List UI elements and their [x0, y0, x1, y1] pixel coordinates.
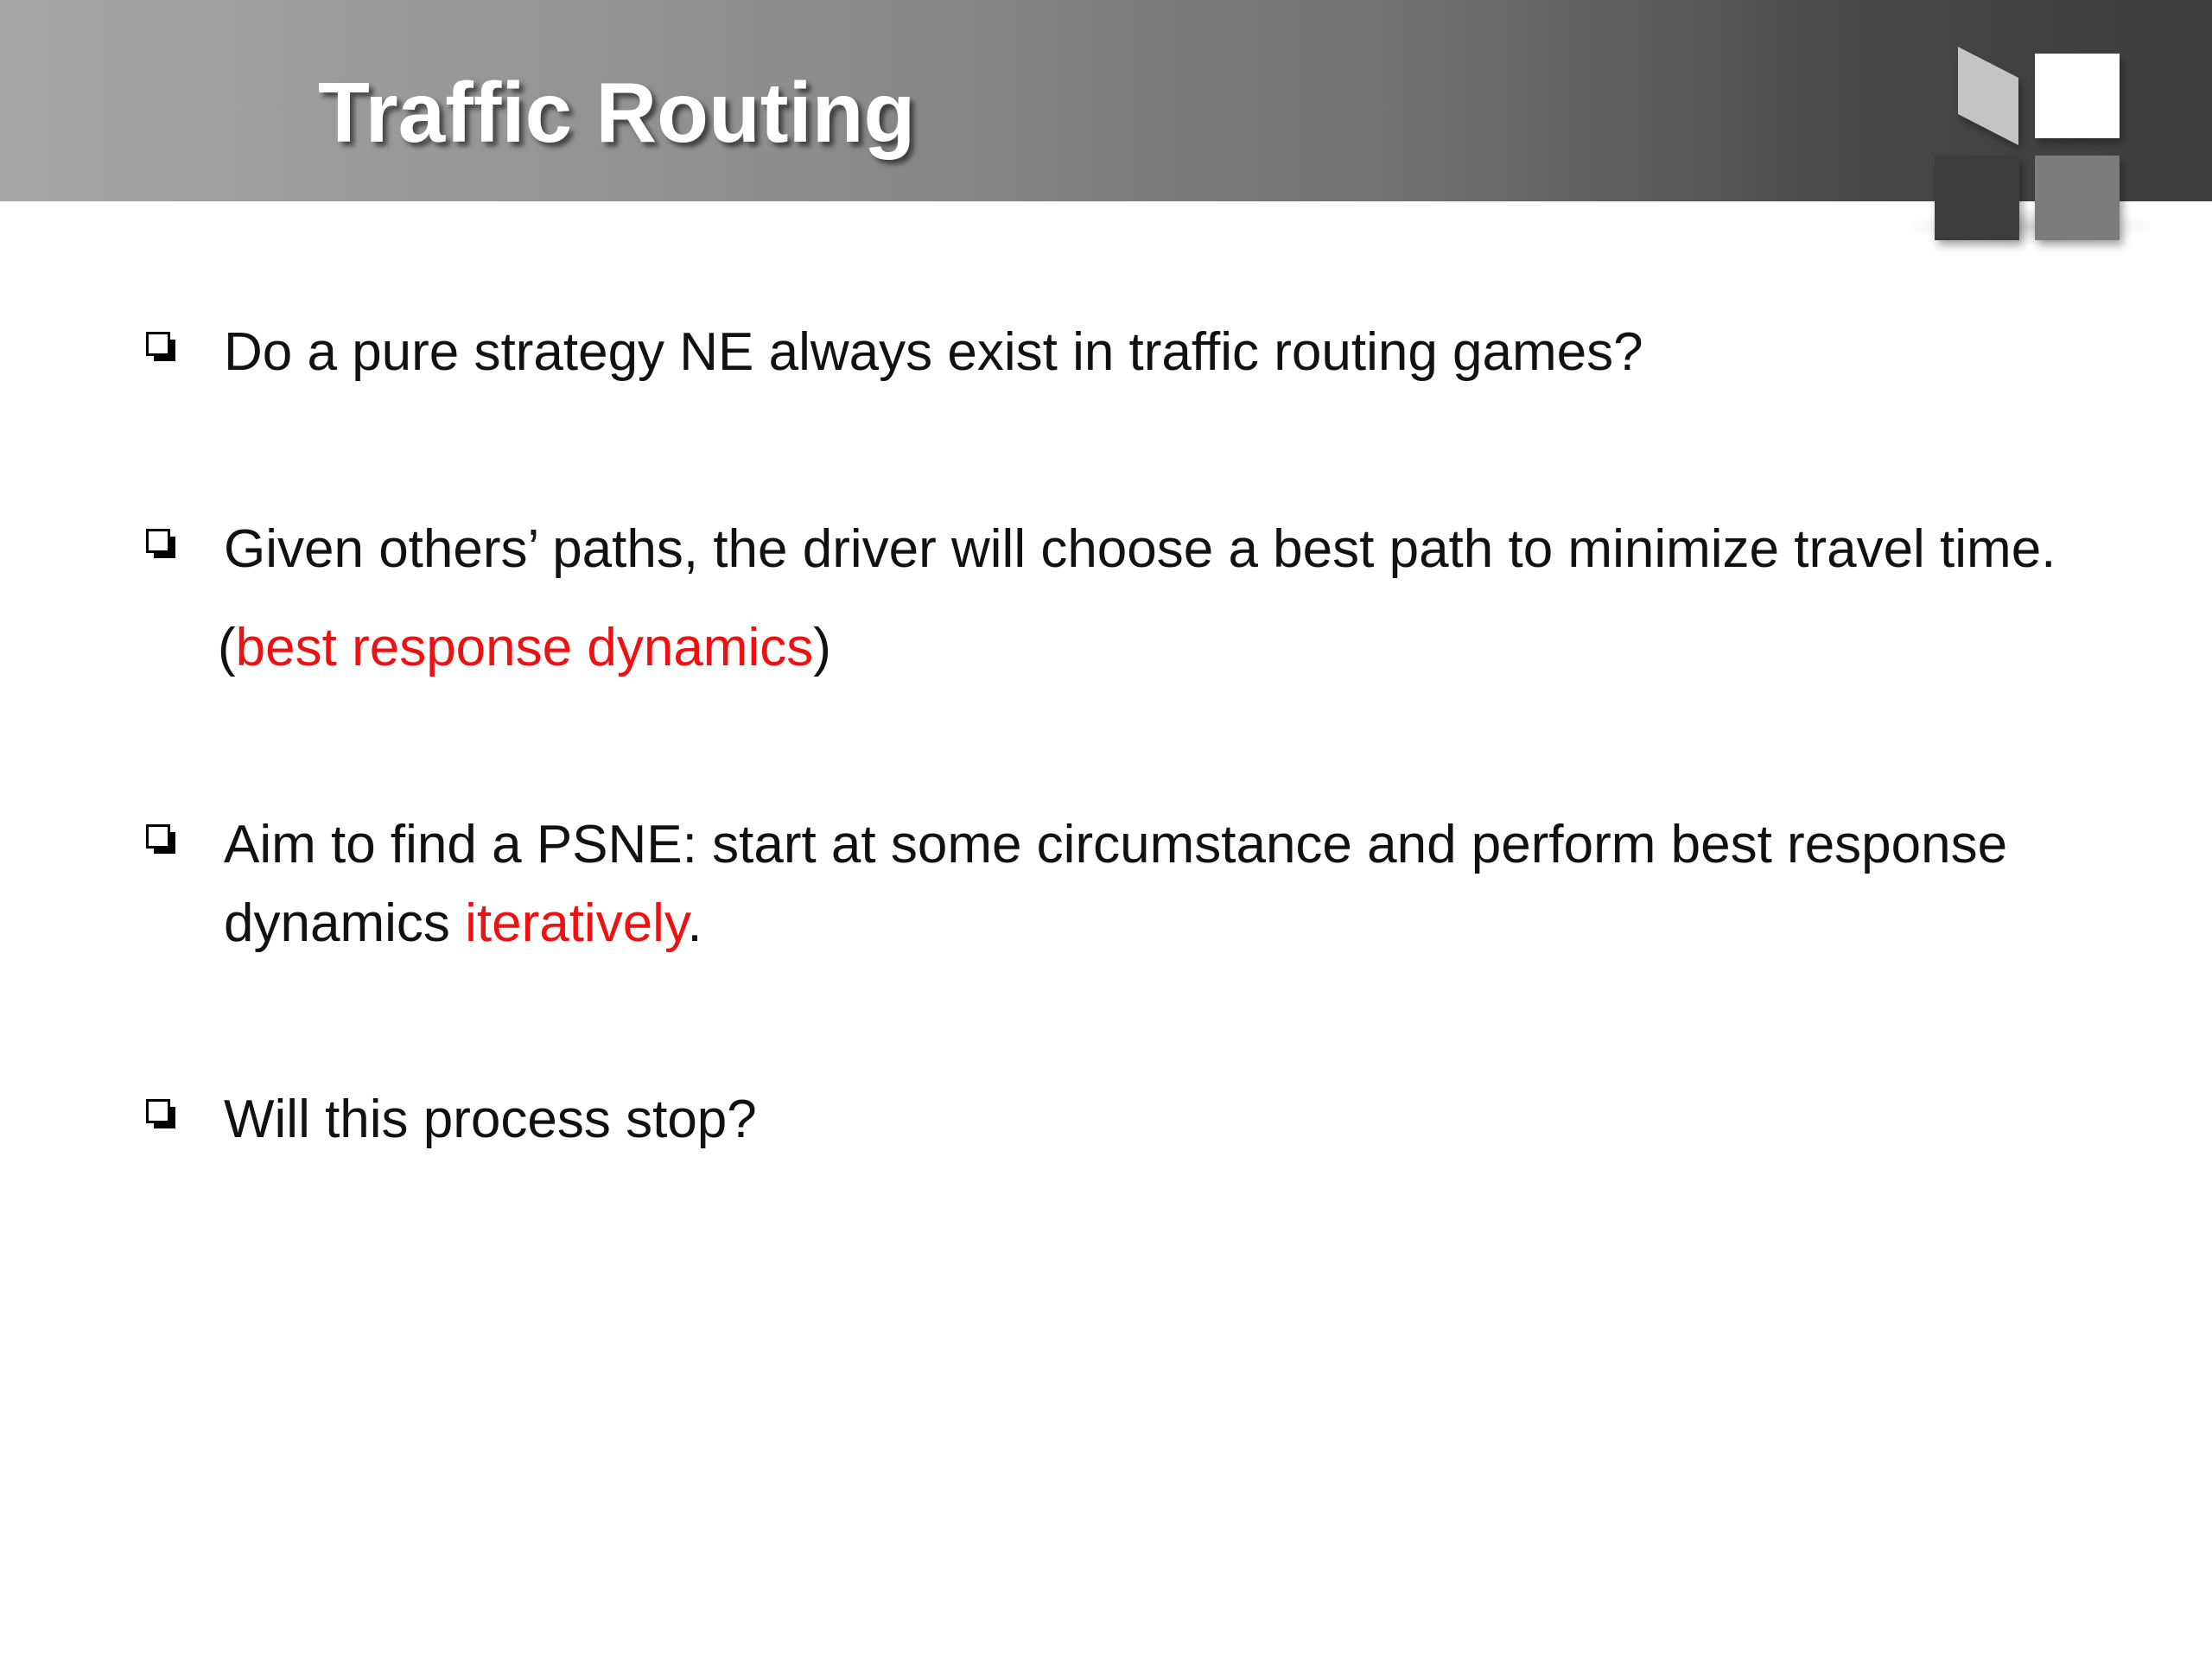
highlight-text: best response dynamics [235, 618, 814, 677]
paren-close: ) [813, 618, 831, 677]
highlight-text: iteratively [465, 893, 688, 953]
checkbox-square-icon [146, 1099, 175, 1128]
bullet-text: Will this process stop? [224, 1090, 757, 1149]
bullet-line: Aim to find a PSNE: start at some circumstance and perform best response [224, 815, 2008, 874]
checkbox-square-icon [146, 332, 175, 361]
checkbox-square-icon [146, 824, 175, 854]
line-suffix: . [687, 893, 702, 953]
checkbox-square-icon [146, 529, 175, 558]
line-prefix: dynamics [224, 893, 466, 953]
bullet-line [224, 884, 2125, 963]
bullet-text: Given others’ paths, the driver will choose a best path to minimize travel time. [224, 519, 2056, 579]
bullet-subline [218, 608, 831, 687]
bullet-text [224, 805, 2125, 963]
slide-title: Traffic Routing [318, 65, 916, 160]
bullet-text: Do a pure strategy NE always exist in traffic routing games? [224, 322, 1643, 382]
paren-open: ( [218, 618, 236, 677]
